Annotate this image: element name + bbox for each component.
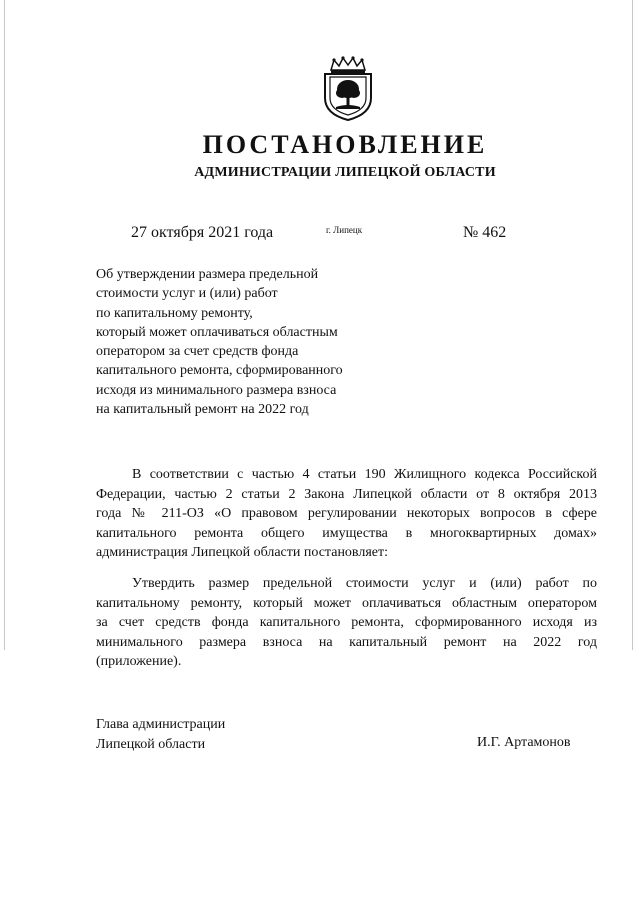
subject-line: который может оплачиваться областным [96,324,338,340]
subject-line: исходя из минимального размера взноса [96,382,337,398]
paragraph-line: администрация Липецкой области постановляет: [96,545,389,560]
position-line: Глава администрации [96,717,226,732]
paragraph-line: за счет средств фонда капитального ремонта, сформированного исходя из [96,615,597,630]
subject-line: оператором за счет средств фонда [96,344,299,360]
paragraph-line: Федерации, частью 2 статьи 2 Закона Липецкой области от 8 октября 2013 [96,486,597,502]
paragraph-line: В соответствии с частью 4 статьи 190 Жилищного кодекса Российской [132,467,597,482]
scan-edge-left [4,0,5,650]
body-paragraph-basis [96,465,597,563]
coat-of-arms-icon [322,56,374,122]
document-date: 27 октября 2021 года [131,224,274,241]
document-number: № 462 [463,224,507,241]
document-subject [96,265,426,419]
body-paragraph-resolution [96,574,597,672]
signatory-name: И.Г. Артамонов [477,735,571,750]
document-title: ПОСТАНОВЛЕНИЕ [202,130,488,159]
document-city: г. Липецк [326,225,363,235]
paragraph-line: капитального ремонта общего имущества в многоквартирных домах» [96,525,597,541]
paragraph-line: года № 211-ОЗ «О правовом регулировании некоторых вопросов в сфере [96,506,597,521]
paragraph-line: капитальному ремонту, который может оплачиваться областным оператором [96,595,597,611]
subject-line: стоимости услуг и (или) работ [96,286,278,302]
position-line: Липецкой области [96,736,206,752]
scan-edge-right [632,0,633,650]
subject-line: Об утверждении размера предельной [96,267,319,282]
paragraph-line: Утвердить размер предельной стоимости услуг и (или) работ по [132,576,597,591]
subject-line: по капитальному ремонту, [96,305,253,321]
paragraph-line: (приложение). [96,654,182,669]
paragraph-line: минимального размера взноса на капитальный ремонт на 2022 год [96,634,597,650]
document-subtitle: АДМИНИСТРАЦИИ ЛИПЕЦКОЙ ОБЛАСТИ [194,165,496,180]
subject-line: капитального ремонта, сформированного [96,363,343,379]
signatory-position [96,715,225,754]
subject-line: на капитальный ремонт на 2022 год [96,402,309,418]
